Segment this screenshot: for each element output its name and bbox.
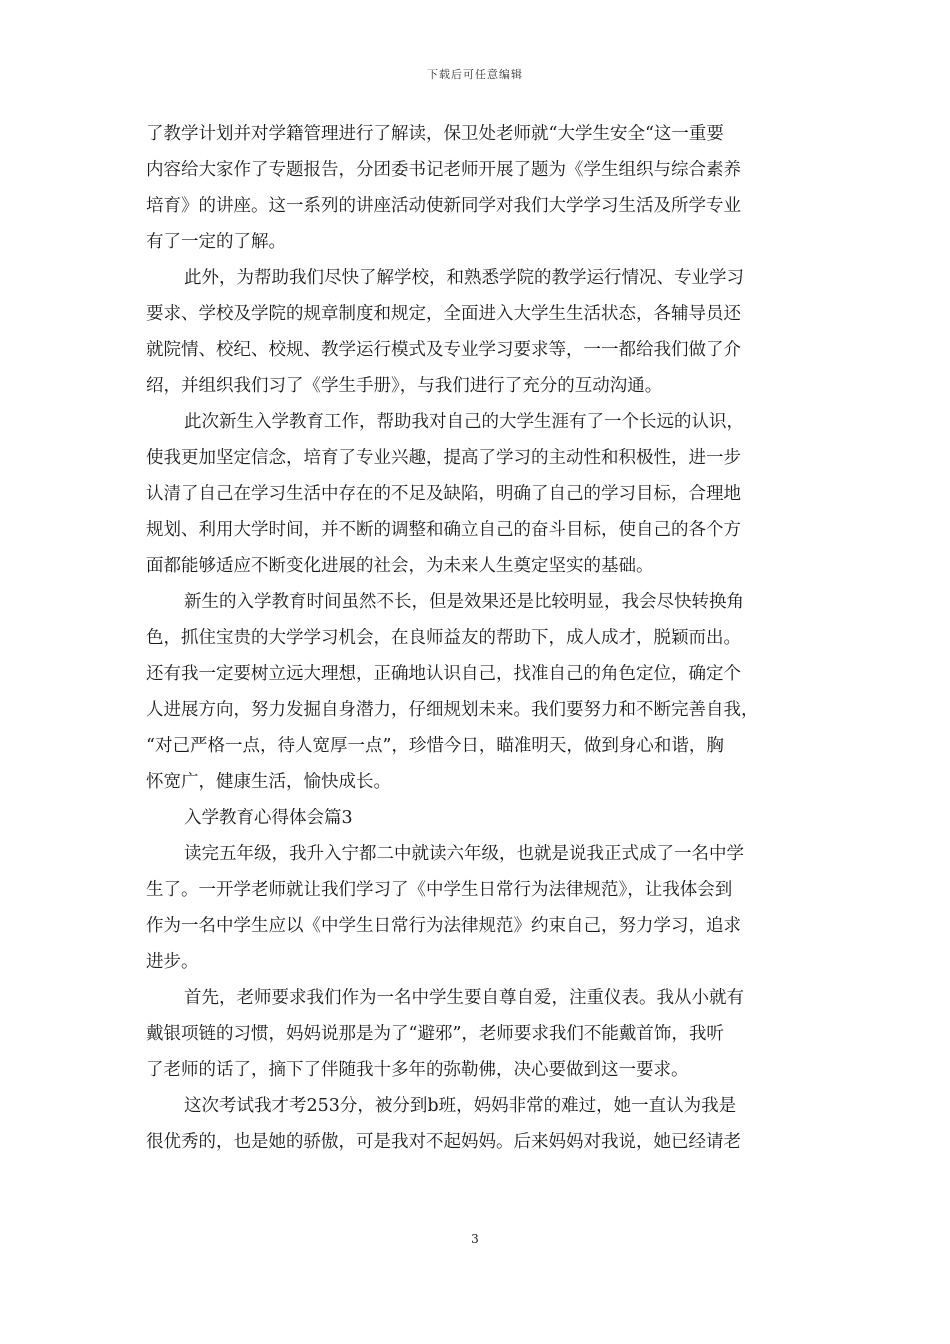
text-line: 此次新生入学教育工作，帮助我对自己的大学生涯有了一个长远的认识， [184,412,744,432]
text-line: 面都能够适应不断变化进展的社会，为未来人生奠定坚实的基础。 [146,556,654,576]
text-line: 要求、学校及学院的规章制度和规定，全面进入大学生生活状态，各辅导员还 [146,304,741,324]
text-line: 了教学计划并对学籍管理进行了解读，保卫处老师就“大学生安全“这一重要 [146,124,724,144]
text-line: 就院情、校纪、校规、教学运行模式及专业学习要求等，一一都给我们做了介 [146,340,741,360]
text-line: 戴银项链的习惯，妈妈说那是为了“避邪”，老师要求我们不能戴首饰，我听 [146,1024,724,1044]
page-header: 下载后可任意编辑 [427,68,523,81]
text-line: 入学教育心得体会篇3 [184,808,353,828]
text-line: 人进展方向，努力发掘自身潜力，仔细规划未来。我们要努力和不断完善自我， [146,700,759,720]
text-line: 新生的入学教育时间虽然不长，但是效果还是比较明显，我会尽快转换角 [184,592,744,612]
text-line: 此外，为帮助我们尽快了解学校，和熟悉学院的教学运行情况、专业学习 [184,268,744,288]
text-line: 色，抓住宝贵的大学学习机会，在良师益友的帮助下，成人成才，脱颖而出。 [146,628,741,648]
text-line: 培育》的讲座。这一系列的讲座活动使新同学对我们大学学习生活及所学专业 [146,196,741,216]
text-line: 认清了自己在学习生活中存在的不足及缺陷，明确了自己的学习目标，合理地 [146,484,741,504]
text-line: 规划、利用大学时间，并不断的调整和确立自己的奋斗目标，使自己的各个方 [146,520,741,540]
document-body [146,116,808,1160]
text-line: 绍，并组织我们习了《学生手册》，与我们进行了充分的互动沟通。 [146,376,663,396]
text-line: 进步。 [146,952,199,972]
text-line: 作为一名中学生应以《中学生日常行为法律规范》约束自己，努力学习，追求 [146,916,741,936]
text-line: “对己严格一点，待人宽厚一点”，珍惜今日，瞄准明天，做到身心和谐，胸 [146,736,724,756]
page-number: 3 [471,1232,479,1246]
text-line: 很优秀的，也是她的骄傲，可是我对不起妈妈。后来妈妈对我说，她已经请老 [146,1132,741,1152]
text-line: 首先，老师要求我们作为一名中学生要自尊自爱，注重仪表。我从小就有 [184,988,744,1008]
text-line: 生了。一开学老师就让我们学习了《中学生日常行为法律规范》，让我体会到 [146,880,733,900]
text-line: 读完五年级，我升入宁都二中就读六年级，也就是说我正式成了一名中学 [184,844,744,864]
text-line: 使我更加坚定信念，培育了专业兴趣，提高了学习的主动性和积极性，进一步 [146,448,741,468]
text-line: 了老师的话了，摘下了伴随我十多年的弥勒佛，决心要做到这一要求。 [146,1060,689,1080]
text-line: 这次考试我才考253分，被分到b班，妈妈非常的难过，她一直认为我是 [184,1096,737,1116]
text-line: 有了一定的了解。 [146,232,286,252]
text-line: 怀宽广，健康生活，愉快成长。 [146,772,391,792]
text-line: 还有我一定要树立远大理想，正确地认识自己，找准自己的角色定位，确定个 [146,664,741,684]
text-line: 内容给大家作了专题报告，分团委书记老师开展了题为《学生组织与综合素养 [146,160,741,180]
